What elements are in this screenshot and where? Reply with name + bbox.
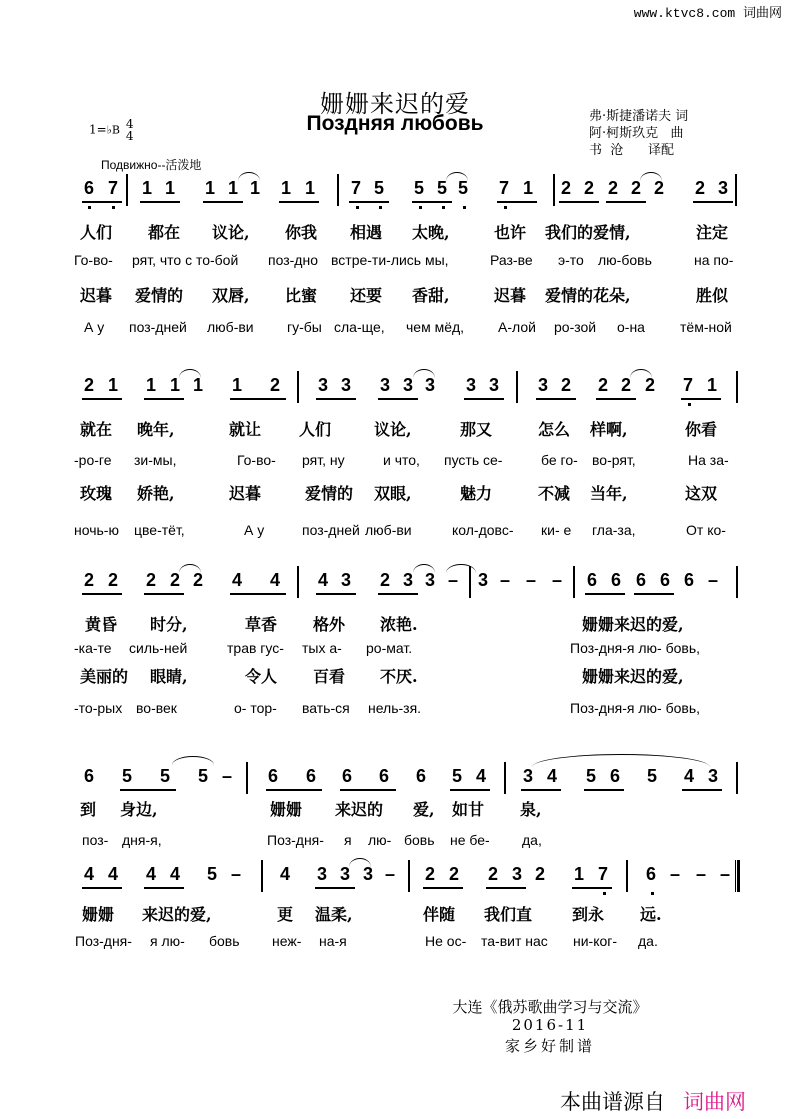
system-1-notes: 6 7 1 1 1 1 1 1 1 7 5 5 5 5 7 1 2 2 2 2 2 2 3 xyxy=(80,178,760,208)
title-russian: Поздняя любовь xyxy=(306,112,484,135)
system-3-notes: 2 2 2 2 2 4 4 4 3 2 3 3 – 3 – – – 6 6 6 6 6 – xyxy=(80,570,760,600)
title-chinese: 姗姗来迟的爱 xyxy=(320,90,470,118)
translator-credit: 书 沧 译配 xyxy=(589,143,675,158)
credits xyxy=(589,108,688,159)
system-5-notes: 4 4 4 4 5 – 4 3 3 3 – 2 2 2 3 2 1 7 6 – – – xyxy=(80,864,760,894)
lyricist-credit: 弗·斯捷潘诺夫 词 xyxy=(589,109,689,124)
footer-engraver: 家乡好制谱 xyxy=(504,1037,595,1055)
source-label: 本曲谱源自 xyxy=(560,1090,665,1114)
site-watermark: www.ktvc8.com 词曲网 xyxy=(633,6,782,21)
key-signature: 1=♭B 4 4 xyxy=(89,117,134,143)
tempo-marking: Подвижно--活泼地 xyxy=(101,158,202,172)
system-2-notes: 2 1 1 1 1 1 2 3 3 3 3 3 3 3 3 2 2 2 2 7 1 xyxy=(80,375,760,405)
footer-date: 2016-11 xyxy=(511,1016,589,1034)
source-brand-link[interactable]: 词曲网 xyxy=(683,1090,746,1114)
composer-credit: 阿·柯斯玖克 曲 xyxy=(589,126,684,141)
footer-publication: 大连《俄苏歌曲学习与交流》 xyxy=(452,998,648,1016)
system-4-notes: 6 5 5 5 – 6 6 6 6 6 5 4 3 4 5 6 5 4 3 xyxy=(80,766,760,796)
source-attribution xyxy=(560,1086,746,1116)
